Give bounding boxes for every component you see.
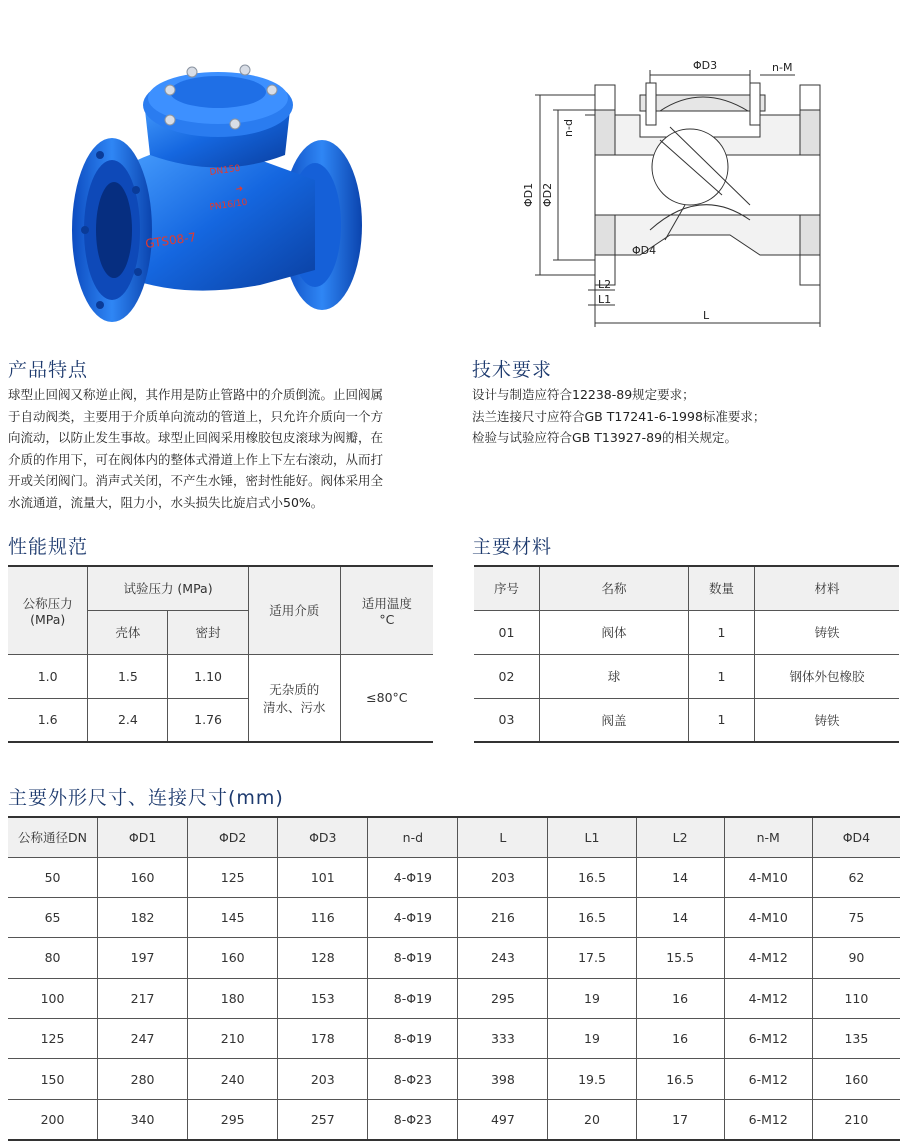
dimensions-cell: 15.5: [636, 938, 724, 978]
materials-table: [474, 565, 899, 743]
performance-table: [8, 565, 433, 743]
dimensions-cell: 4-M10: [724, 857, 812, 897]
label-phi-d3: ΦD3: [693, 59, 718, 72]
dimensions-cell: 14: [636, 857, 724, 897]
shell-cell: 2.4: [88, 698, 168, 742]
features-line: 开或关闭阀门。消声式关闭，不产生水锤，密封性能好。阀体采用全: [8, 473, 384, 488]
dimensions-cell: 333: [458, 1019, 548, 1059]
dimensions-cell: 200: [8, 1099, 98, 1139]
dimensions-cell: 240: [188, 1059, 278, 1099]
svg-text:➜: ➜: [235, 184, 244, 195]
dimensions-cell: 257: [278, 1099, 368, 1139]
dimensions-cell: 90: [812, 938, 900, 978]
materials-header: 数量: [689, 566, 755, 610]
materials-row: 02 球 1 钢体外包橡胶: [474, 654, 899, 698]
dimensions-cell: 145: [188, 897, 278, 937]
dimensions-cell: 14: [636, 897, 724, 937]
dimensions-cell: 8-Φ19: [368, 938, 458, 978]
dimensions-title: 主要外形尺寸、连接尺寸(mm): [8, 787, 284, 809]
dimensions-cell: 4-M10: [724, 897, 812, 937]
dimensions-header: ΦD3: [278, 817, 368, 857]
dimensions-cell: 116: [278, 897, 368, 937]
label-n-m: n-M: [772, 61, 793, 74]
performance-title: 性能规范: [8, 536, 89, 558]
materials-row: 03 阀盖 1 铸铁: [474, 698, 899, 742]
dimensions-cell: 19.5: [548, 1059, 636, 1099]
dimensions-cell: 4-M12: [724, 938, 812, 978]
dimensions-cell: 16: [636, 1019, 724, 1059]
materials-header: 序号: [474, 566, 540, 610]
label-phi-d2: ΦD2: [541, 182, 554, 207]
dimensions-cell: 497: [458, 1099, 548, 1139]
materials-title: 主要材料: [472, 536, 553, 558]
h-shell: 壳体: [88, 610, 168, 654]
table-row: [8, 857, 900, 897]
dimensions-cell: 20: [548, 1099, 636, 1139]
dimensions-cell: 182: [98, 897, 188, 937]
temp-cell: ≤80°C: [340, 654, 433, 742]
dimensions-cell: 6-M12: [724, 1059, 812, 1099]
dimensions-header: ΦD2: [188, 817, 278, 857]
dimensions-cell: 4-M12: [724, 978, 812, 1018]
table-row: [8, 1059, 900, 1099]
dimensions-cell: 128: [278, 938, 368, 978]
dimensions-cell: 180: [188, 978, 278, 1018]
dimensions-cell: 280: [98, 1059, 188, 1099]
pn-cell: 1.0: [8, 654, 88, 698]
label-phi-d4: ΦD4: [632, 244, 657, 257]
h-pressure: 公称压力 (MPa): [8, 566, 88, 654]
table-row: [8, 1019, 900, 1059]
dimensions-cell: 19: [548, 978, 636, 1018]
dimensions-header: L2: [636, 817, 724, 857]
table-row: [8, 1099, 900, 1139]
dimensions-cell: 153: [278, 978, 368, 1018]
label-l: L: [703, 309, 710, 322]
dimensions-header: 公称通径DN: [8, 817, 98, 857]
dimensions-table: [8, 816, 900, 1141]
dimensions-cell: 8-Φ19: [368, 1019, 458, 1059]
dimensions-cell: 243: [458, 938, 548, 978]
dimensions-cell: 101: [278, 857, 368, 897]
body-marking-dn: DN150: [209, 163, 241, 178]
dimensions-cell: 398: [458, 1059, 548, 1099]
table-row: [8, 978, 900, 1018]
pn-cell: 1.6: [8, 698, 88, 742]
dimensions-cell: 17.5: [548, 938, 636, 978]
dimensions-cell: 4-Φ19: [368, 897, 458, 937]
h-test-pressure: 试验压力 (MPa): [88, 566, 248, 610]
dimensions-cell: 8-Φ19: [368, 978, 458, 1018]
features-text: [8, 384, 448, 513]
table-row: [8, 938, 900, 978]
materials-header: 材料: [755, 566, 900, 610]
dimensions-header: L1: [548, 817, 636, 857]
tech-line: 检验与试验应符合GB T13927-89的相关规定。: [472, 430, 738, 445]
dimensions-cell: 247: [98, 1019, 188, 1059]
dimensions-cell: 178: [278, 1019, 368, 1059]
dimensions-cell: 160: [188, 938, 278, 978]
features-line: 向流动，以防止发生事故。球型止回阀采用橡胶包皮滚球为阀瓣，在: [8, 430, 384, 445]
tech-line: 设计与制造应符合12238-89规定要求；: [472, 387, 695, 402]
dimensions-cell: 110: [812, 978, 900, 1018]
seal-cell: 1.10: [168, 654, 248, 698]
valve-product-image: [60, 50, 380, 340]
dimensions-cell: 62: [812, 857, 900, 897]
dimensions-cell: 160: [812, 1059, 900, 1099]
dimensions-cell: 135: [812, 1019, 900, 1059]
dimensions-cell: 197: [98, 938, 188, 978]
dimensions-cell: 8-Φ23: [368, 1099, 458, 1139]
h-medium: 适用介质: [248, 566, 340, 654]
features-line: 球型止回阀又称逆止阀，其作用是防止管路中的介质倒流。止回阀属: [8, 387, 384, 402]
dimensions-cell: 295: [188, 1099, 278, 1139]
dimensions-cell: 217: [98, 978, 188, 1018]
valve-section-drawing: [510, 55, 840, 335]
dimensions-cell: 125: [188, 857, 278, 897]
dimensions-cell: 4-Φ19: [368, 857, 458, 897]
features-line: 水流通道，流量大，阻力小，水头损失比旋启式小50%。: [8, 494, 324, 510]
dimensions-header: n-M: [724, 817, 812, 857]
shell-cell: 1.5: [88, 654, 168, 698]
seal-cell: 1.76: [168, 698, 248, 742]
dimensions-header: L: [458, 817, 548, 857]
dimensions-cell: 6-M12: [724, 1099, 812, 1139]
dimensions-cell: 125: [8, 1019, 98, 1059]
h-temp: 适用温度 °C: [340, 566, 433, 654]
label-phi-d1: ΦD1: [522, 182, 535, 207]
dimensions-cell: 16.5: [548, 897, 636, 937]
dimensions-header: ΦD4: [812, 817, 900, 857]
body-marking-pn: PN16/10: [209, 197, 249, 213]
body-marking-model: GTS08-7: [144, 230, 197, 251]
dimensions-cell: 160: [98, 857, 188, 897]
dimensions-cell: 203: [278, 1059, 368, 1099]
tech-title: 技术要求: [472, 359, 553, 381]
label-n-d: n-d: [562, 119, 575, 137]
label-l2: L2: [598, 278, 612, 291]
dimensions-cell: 16.5: [548, 857, 636, 897]
dimensions-cell: 100: [8, 978, 98, 1018]
h-seal: 密封: [168, 610, 248, 654]
dimensions-cell: 65: [8, 897, 98, 937]
dimensions-header: n-d: [368, 817, 458, 857]
materials-row: 01 阀体 1 铸铁: [474, 610, 899, 654]
dimensions-header: ΦD1: [98, 817, 188, 857]
dimensions-cell: 150: [8, 1059, 98, 1099]
tech-line: 法兰连接尺寸应符合GB T17241-6-1998标准要求；: [472, 408, 766, 424]
dimensions-cell: 6-M12: [724, 1019, 812, 1059]
tech-text: [472, 384, 892, 449]
dimensions-cell: 210: [812, 1099, 900, 1139]
dimensions-cell: 203: [458, 857, 548, 897]
dimensions-cell: 17: [636, 1099, 724, 1139]
label-l1: L1: [598, 293, 612, 306]
dimensions-cell: 340: [98, 1099, 188, 1139]
materials-header: 名称: [540, 566, 689, 610]
features-line: 于自动阀类，主要用于介质单向流动的管道上，只允许介质向一个方: [8, 408, 384, 424]
dimensions-cell: 16.5: [636, 1059, 724, 1099]
features-line: 介质的作用下，可在阀体内的整体式滑道上作上下左右滚动，从而打: [8, 451, 384, 467]
dimensions-cell: 16: [636, 978, 724, 1018]
table-row: [8, 897, 900, 937]
dimensions-cell: 216: [458, 897, 548, 937]
dimensions-cell: 210: [188, 1019, 278, 1059]
dimensions-cell: 8-Φ23: [368, 1059, 458, 1099]
dimensions-cell: 75: [812, 897, 900, 937]
dimensions-cell: 19: [548, 1019, 636, 1059]
features-title: 产品特点: [8, 359, 89, 381]
dimensions-cell: 80: [8, 938, 98, 978]
dimensions-cell: 50: [8, 857, 98, 897]
dimensions-cell: 295: [458, 978, 548, 1018]
medium-cell: 无杂质的 清水、污水: [248, 654, 340, 742]
